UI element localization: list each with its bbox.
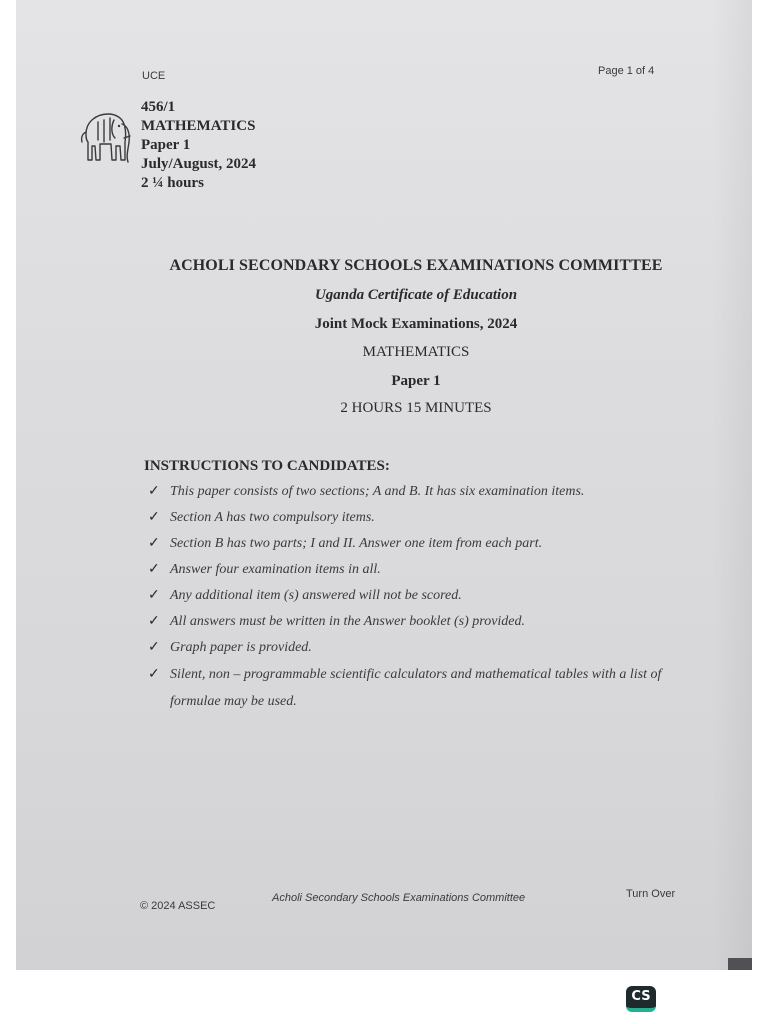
paper-number: Paper 1: [141, 137, 191, 153]
check-icon: ✓: [148, 562, 160, 577]
paper-duration: 2 ¼ hours: [141, 175, 204, 191]
exam-title: Joint Mock Examinations, 2024: [314, 316, 518, 332]
check-icon: ✓: [148, 484, 160, 499]
page-number: Page 1 of 4: [598, 65, 655, 77]
check-icon: ✓: [148, 640, 160, 655]
instruction-item: ✓ Answer four examination items in all.: [148, 560, 708, 586]
level-label: UCE: [142, 70, 166, 82]
scanned-page: [16, 0, 752, 970]
instruction-item: ✓ Section B has two parts; I and II. Answer one item from each part.: [148, 534, 708, 560]
footer-committee: Acholi Secondary Schools Examinations Committee: [272, 892, 526, 904]
instruction-item: ✓ Silent, non – programmable scientific calculators and mathematical tables with a list of formulae may be used.: [148, 661, 708, 713]
check-icon: ✓: [148, 588, 160, 603]
elephant-logo-icon: [78, 104, 134, 164]
camscanner-logo-icon: CS: [626, 986, 656, 1012]
subject-title: MATHEMATICS: [362, 344, 470, 360]
paper-date: July/August, 2024: [141, 156, 257, 172]
instructions-title: INSTRUCTIONS TO CANDIDATES:: [144, 458, 390, 474]
check-icon: ✓: [148, 510, 160, 525]
committee-title: ACHOLI SECONDARY SCHOOLS EXAMINATIONS COMMITTEE: [169, 257, 663, 274]
check-icon: ✓: [148, 536, 160, 551]
paper-subject: MATHEMATICS: [141, 118, 256, 134]
instruction-item: ✓ This paper consists of two sections; A and B. It has six examination items.: [148, 482, 708, 508]
paper-code: 456/1: [141, 99, 176, 115]
paper-meta: [141, 98, 256, 193]
paper-title: Paper 1: [391, 373, 441, 389]
check-icon: ✓: [148, 614, 160, 629]
scan-edge-mark: [728, 958, 752, 970]
instruction-item: ✓ Section A has two compulsory items.: [148, 508, 708, 534]
footer-turn-over: Turn Over: [626, 888, 676, 900]
instruction-item: ✓ Any additional item (s) answered will not be scored.: [148, 586, 708, 612]
duration-title: 2 HOURS 15 MINUTES: [340, 400, 492, 416]
instruction-item: ✓ Graph paper is provided.: [148, 638, 708, 664]
footer-copyright: © 2024 ASSEC: [140, 900, 216, 912]
check-icon: ✓: [148, 667, 160, 682]
instructions-list: [148, 482, 708, 716]
instruction-item: ✓ All answers must be written in the Answer booklet (s) provided.: [148, 612, 708, 638]
certificate-title: Uganda Certificate of Education: [314, 287, 518, 303]
